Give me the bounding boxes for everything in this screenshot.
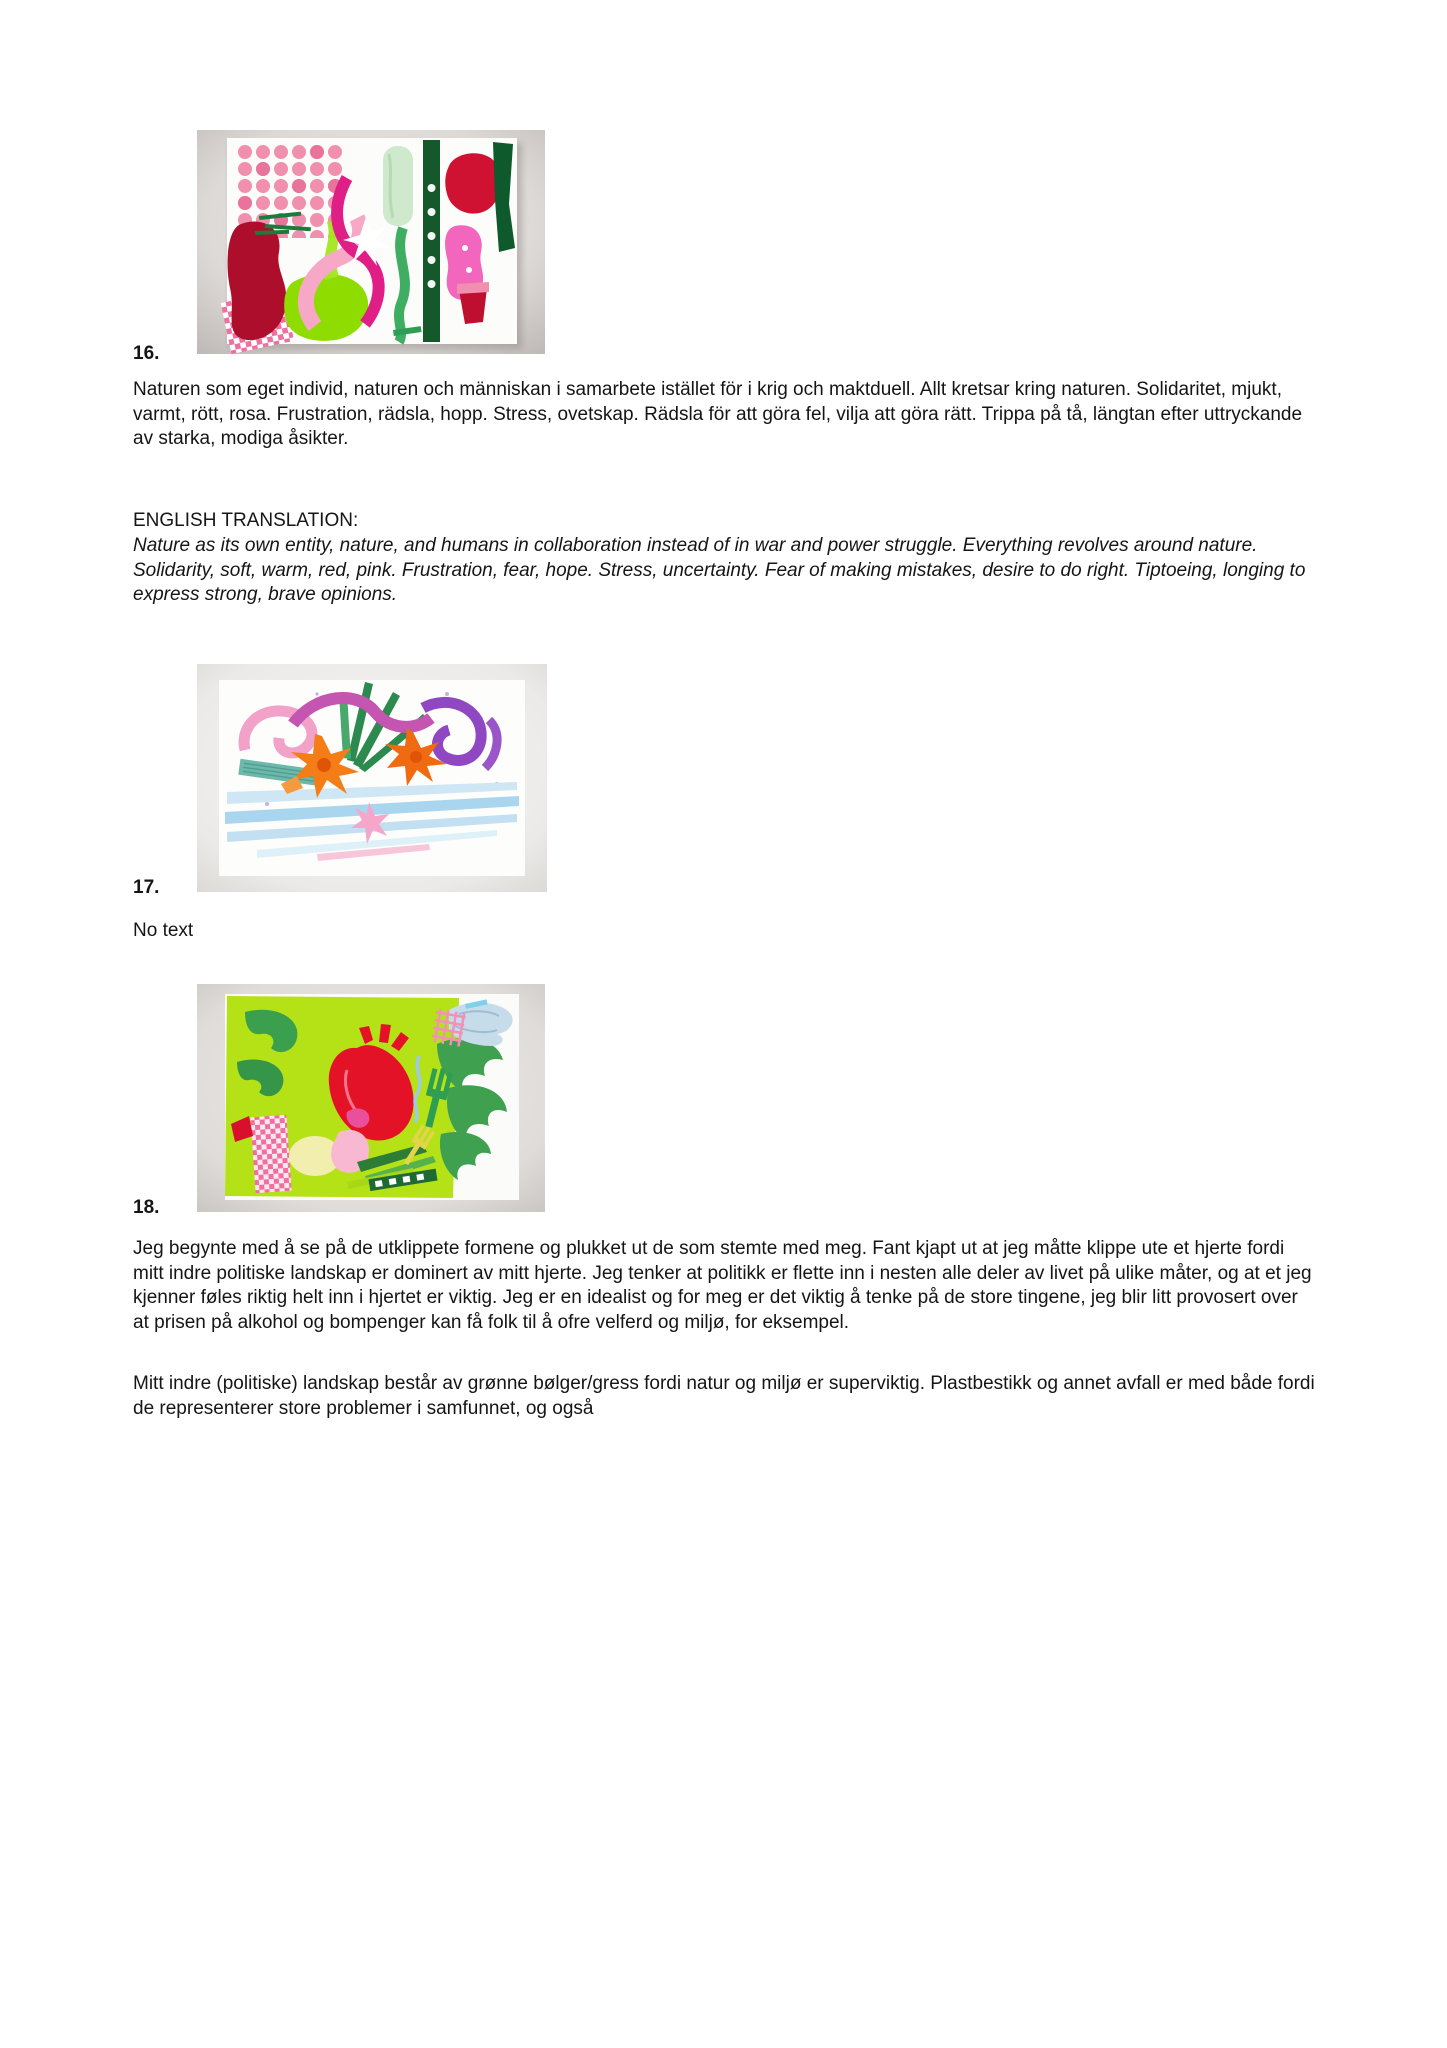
entry-16-text-english: Nature as its own entity, nature, and humans in collaboration instead of in war and power struggle. Everything revolves around nature. Solidarity, soft, warm, red, pink. Frustration, fear, hope. Stress, uncertainty. Fear of making mistakes, desire to do right. Tiptoeing, longing to express strong, brave opinions. bbox=[133, 535, 1306, 605]
dark-red-blob bbox=[228, 222, 287, 341]
entry-18-number: 18. bbox=[133, 1197, 160, 1218]
artwork-photo-18 bbox=[197, 984, 545, 1212]
artwork-16-illustration bbox=[197, 130, 545, 354]
artwork-18-illustration bbox=[197, 984, 545, 1212]
entry-16-translation-label: ENGLISH TRANSLATION: bbox=[133, 510, 359, 531]
entry-16-text-norwegian: Naturen som eget individ, naturen och människan i samarbete istället för i krig och maktduell. Allt kretsar kring naturen. Solidaritet, mjukt, varmt, rött, rosa. Frustration, rädsla, hopp. Stress, ovetskap. Rädsla för att göra fel, vilja att göra rätt. Trippa på tå, längtan efter uttryckande av starka, modiga åsikter. bbox=[133, 379, 1303, 449]
mint-shape bbox=[383, 146, 413, 226]
entry-18-paragraph-1: Jeg begynte med å se på de utklippete formene og plukket ut de som stemte med meg. Fant kjapt ut at jeg måtte klippe ute et hjerte fordi mitt indre politiske landskap er dominert av mitt hjerte. Jeg tenker at politikk er flette inn i nesten alle deler av livet på ulike måter, og at et jeg kjenner føles riktig helt inn i hjertet er viktig. Jeg er en idealist og for meg er det viktig å tenke på de store tingene, jeg blir litt provosert over at prisen på alkohol og bompenger kan få folk til å ofre velferd og miljø, for eksempel. bbox=[133, 1238, 1312, 1333]
artwork-photo-17 bbox=[197, 664, 547, 892]
red-blob-top-right bbox=[445, 153, 501, 213]
pink-checker-column bbox=[250, 1115, 291, 1193]
artwork-17-illustration bbox=[197, 664, 547, 892]
chartreuse-blob bbox=[284, 274, 368, 341]
dark-green-dotted-bar bbox=[423, 140, 440, 342]
entry-17-text: No text bbox=[133, 920, 194, 941]
artwork-photo-16 bbox=[197, 130, 545, 354]
entry-17-number: 17. bbox=[133, 877, 160, 898]
entry-18-paragraph-2: Mitt indre (politiske) landskap består av grønne bølger/gress fordi natur og miljø er superviktig. Plastbestikk og annet avfall er med både fordi de representerer store problemer i samfunnet, og også bbox=[133, 1373, 1315, 1419]
entry-16-number: 16. bbox=[133, 343, 160, 364]
